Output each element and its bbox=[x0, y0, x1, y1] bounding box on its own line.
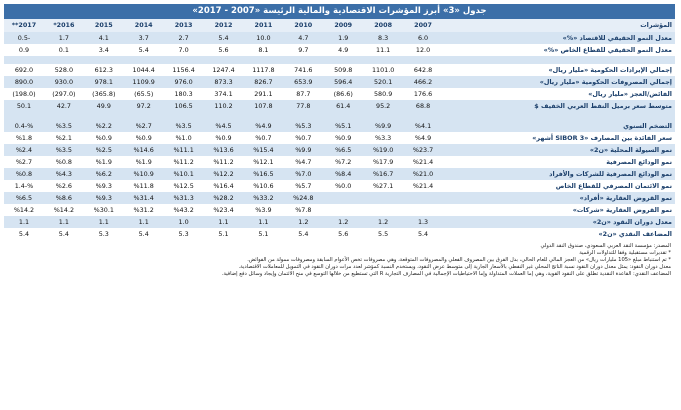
table-row bbox=[4, 76, 675, 88]
table-cell: 1.0 bbox=[164, 216, 204, 228]
table-cell: 5.6 bbox=[204, 44, 244, 56]
header-year: 2008 bbox=[363, 19, 403, 32]
table-cell: %6.5 bbox=[4, 192, 44, 204]
table-cell: %3.9 bbox=[243, 204, 283, 216]
row-label: الفائض/العجز «مليار ريال» bbox=[443, 88, 675, 100]
table-cell: 0.1 bbox=[44, 44, 84, 56]
table-cell: %11.2 bbox=[204, 156, 244, 168]
table-cell: %2.2 bbox=[84, 120, 124, 132]
table-row bbox=[4, 32, 675, 44]
table-cell: 42.7 bbox=[44, 100, 84, 112]
table-row bbox=[4, 64, 675, 76]
table-cell bbox=[4, 112, 44, 120]
table-cell: 1.9 bbox=[323, 32, 363, 44]
header-year: 2011 bbox=[243, 19, 283, 32]
table-cell: %30.1 bbox=[84, 204, 124, 216]
table-cell: 5.1 bbox=[243, 228, 283, 240]
table-cell: %2.6 bbox=[44, 180, 84, 192]
table-cell: %8.4 bbox=[323, 168, 363, 180]
table-cell: 68.8 bbox=[403, 100, 443, 112]
table-cell: %3.5 bbox=[44, 120, 84, 132]
table-cell: %0.7 bbox=[283, 132, 323, 144]
table-cell: %11.2 bbox=[164, 156, 204, 168]
table-body bbox=[4, 32, 675, 240]
table-cell bbox=[283, 56, 323, 64]
table-cell: %12.5 bbox=[164, 180, 204, 192]
table-cell: 1.1 bbox=[243, 216, 283, 228]
header-year: 2010 bbox=[283, 19, 323, 32]
table-cell: 49.9 bbox=[84, 100, 124, 112]
table-cell: %10.9 bbox=[124, 168, 164, 180]
table-cell bbox=[323, 56, 363, 64]
table-cell: %9.3 bbox=[84, 192, 124, 204]
header-year: 2015 bbox=[84, 19, 124, 32]
table-cell: 106.5 bbox=[164, 100, 204, 112]
indicators-table bbox=[4, 19, 675, 240]
table-cell: 4.1 bbox=[84, 32, 124, 44]
table-cell bbox=[403, 204, 443, 216]
table-cell: 3.4 bbox=[84, 44, 124, 56]
table-cell: 1.1 bbox=[4, 216, 44, 228]
table-cell: %4.9 bbox=[403, 132, 443, 144]
table-cell: %15.4 bbox=[243, 144, 283, 156]
table-cell bbox=[204, 56, 244, 64]
table-cell bbox=[44, 56, 84, 64]
table-cell: 466.2 bbox=[403, 76, 443, 88]
table-cell: 5.4 bbox=[283, 228, 323, 240]
table-row bbox=[4, 216, 675, 228]
table-cell: %1.9 bbox=[84, 156, 124, 168]
table-cell: %0.9 bbox=[323, 132, 363, 144]
header-year: 2009 bbox=[323, 19, 363, 32]
note-line: المضاعف النقدي: القاعدة النقدية تطلق على النقود القوية، وهي إما العملات المتداولة وإما الاحتياطيات الإجمالية في المصارف التجارية R التي تستطيع من خلالها التوسع في منح الائتمان وإيجاد وسائل دفع إضافية. bbox=[221, 271, 671, 277]
table-cell: 3.7 bbox=[124, 32, 164, 44]
table-cell: 12.0 bbox=[403, 44, 443, 56]
table-cell: %7.8 bbox=[283, 204, 323, 216]
row-label: نمو الودائع المصرفية للشركات والأفراد bbox=[443, 168, 675, 180]
table-cell: 1156.4 bbox=[164, 64, 204, 76]
row-label: معدل النمو الحقيقي للاقتصاد «%» bbox=[443, 32, 675, 44]
table-cell: 5.5 bbox=[363, 228, 403, 240]
table-cell: %4.7 bbox=[283, 156, 323, 168]
table-cell: 4.9 bbox=[323, 44, 363, 56]
table-cell: 8.3 bbox=[363, 32, 403, 44]
table-cell: %21.4 bbox=[403, 156, 443, 168]
table-cell: %33.2 bbox=[243, 192, 283, 204]
table-cell bbox=[4, 56, 44, 64]
table-cell: %10.1 bbox=[164, 168, 204, 180]
table-row bbox=[4, 100, 675, 112]
row-label: معدل النمو الحقيقي للقطاع الخاص «%» bbox=[443, 44, 675, 56]
table-cell: %24.8 bbox=[283, 192, 323, 204]
row-label: المضاعف النقدي «ن2» bbox=[443, 228, 675, 240]
row-label: نمو القروض العقارية «شركات» bbox=[443, 204, 675, 216]
table-cell: %9.9 bbox=[363, 120, 403, 132]
table-cell: %23.4 bbox=[204, 204, 244, 216]
row-label bbox=[443, 56, 675, 64]
row-label: نمو الودائع المصرفية bbox=[443, 156, 675, 168]
table-cell: 930.0 bbox=[44, 76, 84, 88]
table-cell: 890.0 bbox=[4, 76, 44, 88]
table-cell bbox=[204, 112, 244, 120]
indicators-table-document bbox=[4, 4, 675, 278]
table-cell: 5.4 bbox=[204, 32, 244, 44]
table-cell: %0.9 bbox=[124, 132, 164, 144]
table-cell: %5.3 bbox=[283, 120, 323, 132]
table-cell: %14.6 bbox=[124, 144, 164, 156]
header-row bbox=[4, 19, 675, 32]
table-cell: %2.7 bbox=[4, 156, 44, 168]
table-row bbox=[4, 228, 675, 240]
table-cell: 596.4 bbox=[323, 76, 363, 88]
table-cell: %4.3 bbox=[44, 168, 84, 180]
note-line: * تم استنباط مبلغ «105 مليارات ريال» من العجز المالي للعام الحالي، بدل الفرق بين المصروف الفعلي والمصروفات المتوقعة، وهي مصروفات تخص الأعوام السابقة ومصروفات ممولة من الفوائض. bbox=[247, 257, 671, 263]
table-cell: %4.1 bbox=[403, 120, 443, 132]
table-cell: %31.4 bbox=[124, 192, 164, 204]
table-cell bbox=[323, 192, 363, 204]
table-cell: %12.1 bbox=[243, 156, 283, 168]
table-cell: 7.0 bbox=[164, 44, 204, 56]
table-cell bbox=[403, 56, 443, 64]
table-cell: 642.8 bbox=[403, 64, 443, 76]
table-cell: 5.4 bbox=[124, 228, 164, 240]
table-cell: %-1.4 bbox=[4, 180, 44, 192]
row-label: إجمالي المصروفات الحكومية «مليار ريال» bbox=[443, 76, 675, 88]
table-cell: 741.6 bbox=[283, 64, 323, 76]
table-cell: 5.3 bbox=[84, 228, 124, 240]
row-label: التضخم السنوي bbox=[443, 120, 675, 132]
table-title: جدول «3» أبرز المؤشرات الاقتصادية والمالية الرئيسة «2007 - 2017» bbox=[4, 4, 675, 19]
table-cell: %4.9 bbox=[243, 120, 283, 132]
table-cell: 976.0 bbox=[164, 76, 204, 88]
table-cell: (86.6) bbox=[323, 88, 363, 100]
table-cell bbox=[283, 112, 323, 120]
table-cell: 612.3 bbox=[84, 64, 124, 76]
table-cell: 5.4 bbox=[4, 228, 44, 240]
table-cell: 978.1 bbox=[84, 76, 124, 88]
row-label: نمو الائتمان المصرفي للقطاع الخاص bbox=[443, 180, 675, 192]
table-row bbox=[4, 192, 675, 204]
table-cell bbox=[403, 112, 443, 120]
table-cell: %1.9 bbox=[124, 156, 164, 168]
table-cell bbox=[363, 204, 403, 216]
table-cell: %2.4 bbox=[4, 144, 44, 156]
table-cell: %4.5 bbox=[204, 120, 244, 132]
table-cell: 1.1 bbox=[84, 216, 124, 228]
table-cell: %7.0 bbox=[283, 168, 323, 180]
table-cell: 5.4 bbox=[124, 44, 164, 56]
table-cell: 6.0 bbox=[403, 32, 443, 44]
table-cell: 1.2 bbox=[283, 216, 323, 228]
header-year: 2007 bbox=[403, 19, 443, 32]
table-cell: 9.7 bbox=[283, 44, 323, 56]
table-cell: %0.7 bbox=[243, 132, 283, 144]
table-cell: 77.8 bbox=[283, 100, 323, 112]
note-line: المصدر: مؤسسة النقد العربي السعودي، صندوق النقد الدولي bbox=[540, 243, 671, 249]
table-cell: %14.2 bbox=[44, 204, 84, 216]
table-cell: 291.1 bbox=[243, 88, 283, 100]
table-cell: 11.1 bbox=[363, 44, 403, 56]
table-cell: 374.1 bbox=[204, 88, 244, 100]
table-cell: 509.8 bbox=[323, 64, 363, 76]
table-cell: %2.1 bbox=[44, 132, 84, 144]
row-label: نمو السيولة المحلية «ن2» bbox=[443, 144, 675, 156]
table-cell: %0.9 bbox=[84, 132, 124, 144]
table-cell: %16.4 bbox=[204, 180, 244, 192]
table-cell: (365.8) bbox=[84, 88, 124, 100]
table-cell: 87.7 bbox=[283, 88, 323, 100]
table-row bbox=[4, 168, 675, 180]
table-cell: 1.2 bbox=[323, 216, 363, 228]
table-cell: %43.2 bbox=[164, 204, 204, 216]
table-cell: 826.7 bbox=[243, 76, 283, 88]
table-row bbox=[4, 132, 675, 144]
table-cell: %5.7 bbox=[283, 180, 323, 192]
table-cell bbox=[403, 192, 443, 204]
table-cell: 50.1 bbox=[4, 100, 44, 112]
table-cell bbox=[243, 56, 283, 64]
table-cell: %17.9 bbox=[363, 156, 403, 168]
table-cell bbox=[84, 112, 124, 120]
header-indicators-label: المؤشرات bbox=[443, 19, 675, 32]
note-line: * تقديرات مستقبلية وفقا للتداولات الرقمية bbox=[579, 250, 671, 256]
table-cell bbox=[363, 112, 403, 120]
table-cell: 653.9 bbox=[283, 76, 323, 88]
row-label: إجمالي الإيرادات الحكومية «مليار ريال» bbox=[443, 64, 675, 76]
table-cell: %7.2 bbox=[323, 156, 363, 168]
table-cell: %13.6 bbox=[204, 144, 244, 156]
table-cell: 528.0 bbox=[44, 64, 84, 76]
row-label: نمو القروض العقارية «أفراد» bbox=[443, 192, 675, 204]
table-row bbox=[4, 44, 675, 56]
table-cell: %14.2 bbox=[4, 204, 44, 216]
table-cell: 1109.9 bbox=[124, 76, 164, 88]
table-cell: 176.6 bbox=[403, 88, 443, 100]
table-cell: %10.6 bbox=[243, 180, 283, 192]
table-cell: %6.2 bbox=[84, 168, 124, 180]
header-year: 2014 bbox=[124, 19, 164, 32]
table-cell bbox=[84, 56, 124, 64]
table-cell: %11.1 bbox=[164, 144, 204, 156]
table-cell: 1.1 bbox=[44, 216, 84, 228]
table-cell: 1.7 bbox=[44, 32, 84, 44]
row-label bbox=[443, 112, 675, 120]
table-cell: 10.0 bbox=[243, 32, 283, 44]
table-cell: %21.0 bbox=[403, 168, 443, 180]
table-cell: 5.1 bbox=[204, 228, 244, 240]
table-cell: 520.1 bbox=[363, 76, 403, 88]
table-cell: %23.7 bbox=[403, 144, 443, 156]
table-cell: %2.5 bbox=[84, 144, 124, 156]
table-cell: 107.8 bbox=[243, 100, 283, 112]
table-cell: %6.5 bbox=[323, 144, 363, 156]
table-cell: %0.8 bbox=[44, 156, 84, 168]
table-cell: %0.0 bbox=[323, 180, 363, 192]
table-cell: 692.0 bbox=[4, 64, 44, 76]
table-cell: 1.1 bbox=[204, 216, 244, 228]
table-cell: %3.5 bbox=[164, 120, 204, 132]
separator-row bbox=[4, 56, 675, 64]
table-cell: 5.6 bbox=[323, 228, 363, 240]
table-cell: -0.5 bbox=[4, 32, 44, 44]
table-cell: %1.0 bbox=[164, 132, 204, 144]
table-cell: 2.7 bbox=[164, 32, 204, 44]
table-cell: %9.3 bbox=[84, 180, 124, 192]
table-cell: 95.2 bbox=[363, 100, 403, 112]
table-cell: (198.0) bbox=[4, 88, 44, 100]
table-cell: (65.5) bbox=[124, 88, 164, 100]
table-cell: %21.4 bbox=[403, 180, 443, 192]
table-cell bbox=[44, 112, 84, 120]
separator-row bbox=[4, 112, 675, 120]
table-cell bbox=[323, 204, 363, 216]
table-cell: %0.8 bbox=[4, 168, 44, 180]
table-cell bbox=[363, 56, 403, 64]
table-cell: %19.0 bbox=[363, 144, 403, 156]
table-cell: 180.3 bbox=[164, 88, 204, 100]
table-row bbox=[4, 120, 675, 132]
table-cell bbox=[363, 192, 403, 204]
table-cell bbox=[124, 112, 164, 120]
table-row bbox=[4, 204, 675, 216]
header-year: 2017** bbox=[4, 19, 44, 32]
table-cell: %1.8 bbox=[4, 132, 44, 144]
table-cell: %12.2 bbox=[204, 168, 244, 180]
table-row bbox=[4, 156, 675, 168]
table-cell bbox=[164, 56, 204, 64]
table-cell: 1.1 bbox=[124, 216, 164, 228]
table-row bbox=[4, 180, 675, 192]
table-cell: 873.3 bbox=[204, 76, 244, 88]
table-cell: %0.9 bbox=[204, 132, 244, 144]
table-cell: 5.3 bbox=[164, 228, 204, 240]
table-cell: %11.8 bbox=[124, 180, 164, 192]
table-cell: 580.9 bbox=[363, 88, 403, 100]
table-cell: %31.3 bbox=[164, 192, 204, 204]
table-cell: 1044.4 bbox=[124, 64, 164, 76]
table-cell: %27.1 bbox=[363, 180, 403, 192]
table-cell: %-0.4 bbox=[4, 120, 44, 132]
table-cell: %9.9 bbox=[283, 144, 323, 156]
table-cell: %28.2 bbox=[204, 192, 244, 204]
table-row bbox=[4, 144, 675, 156]
table-cell bbox=[164, 112, 204, 120]
table-cell: 1101.0 bbox=[363, 64, 403, 76]
table-cell: (297.0) bbox=[44, 88, 84, 100]
header-year: 2016* bbox=[44, 19, 84, 32]
table-cell: %16.5 bbox=[243, 168, 283, 180]
header-year: 2013 bbox=[164, 19, 204, 32]
table-cell: %31.2 bbox=[124, 204, 164, 216]
row-label: معدل دوران النقود «ن2» bbox=[443, 216, 675, 228]
table-cell: 97.2 bbox=[124, 100, 164, 112]
table-cell: 8.1 bbox=[243, 44, 283, 56]
table-cell: 1.3 bbox=[403, 216, 443, 228]
table-cell: 5.4 bbox=[403, 228, 443, 240]
table-cell: 61.4 bbox=[323, 100, 363, 112]
table-cell: 1117.8 bbox=[243, 64, 283, 76]
table-cell bbox=[243, 112, 283, 120]
row-label: سعر الفائدة بين المصارف «SIBOR 3 أشهر» bbox=[443, 132, 675, 144]
table-cell: 1.2 bbox=[363, 216, 403, 228]
table-cell: %2.7 bbox=[124, 120, 164, 132]
table-row bbox=[4, 88, 675, 100]
header-year: 2012 bbox=[204, 19, 244, 32]
notes-section bbox=[4, 240, 675, 278]
note-line: معدل دوران النقود: يمثل معدل دوران النقود نسبة الناتج المحلي غير النفطي بالأسعار الجارية إلى متوسط عرض النقود، ويستخدم النسبة كمؤشر لعدد مرات دوران النقود في التمويل للمعاملات الاقتصادية. bbox=[238, 264, 671, 270]
table-cell: %5.1 bbox=[323, 120, 363, 132]
table-cell: %8.6 bbox=[44, 192, 84, 204]
table-cell: 0.9 bbox=[4, 44, 44, 56]
table-cell: %16.7 bbox=[363, 168, 403, 180]
table-cell: 1247.4 bbox=[204, 64, 244, 76]
table-cell: 4.7 bbox=[283, 32, 323, 44]
row-label: متوسط سعر برميل النفط العربي الخفيف $ bbox=[443, 100, 675, 112]
table-cell bbox=[323, 112, 363, 120]
table-cell: 110.2 bbox=[204, 100, 244, 112]
table-cell: %3.5 bbox=[44, 144, 84, 156]
table-cell: %3.3 bbox=[363, 132, 403, 144]
table-cell: 5.4 bbox=[44, 228, 84, 240]
table-cell bbox=[124, 56, 164, 64]
